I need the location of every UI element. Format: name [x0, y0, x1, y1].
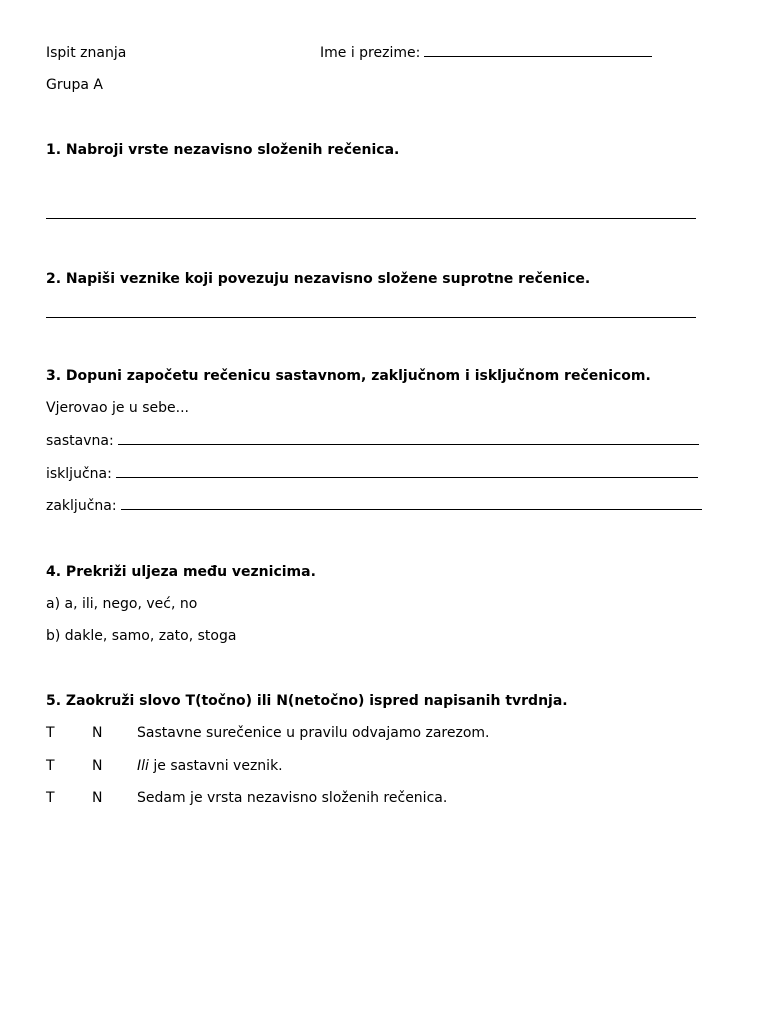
- option-a[interactable]: a) a, ili, nego, već, no: [46, 596, 198, 612]
- statement-text: Sastavne surečenice u pravilu odvajamo zarezom.: [137, 725, 490, 741]
- answer-row-sastavna[interactable]: [46, 432, 699, 450]
- true-option[interactable]: T: [46, 790, 55, 806]
- answer-line-1[interactable]: [46, 218, 696, 219]
- statement-text: Sedam je vrsta nezavisno složenih rečenica.: [137, 790, 448, 806]
- question-1: 1. Nabroji vrste nezavisno složenih rečenica.: [46, 142, 400, 158]
- false-option[interactable]: N: [92, 725, 103, 741]
- exam-title: Ispit znanja: [46, 45, 127, 61]
- statement-text-wrapper: [137, 757, 283, 775]
- group-label: Grupa A: [46, 77, 103, 93]
- answer-label-iskljucna: isključna:: [46, 466, 112, 482]
- answer-line-2[interactable]: [46, 317, 696, 318]
- statement-italic-word: Ili: [137, 758, 149, 774]
- option-b[interactable]: b) dakle, samo, zato, stoga: [46, 628, 237, 644]
- answer-blank-iskljucna[interactable]: [116, 465, 698, 478]
- answer-label-sastavna: sastavna:: [46, 433, 114, 449]
- answer-row-zakljucna[interactable]: [46, 497, 702, 515]
- statement-text: je sastavni veznik.: [148, 758, 283, 774]
- false-option[interactable]: N: [92, 758, 103, 774]
- question-3: 3. Dopuni započetu rečenicu sastavnom, zaključnom i isključnom rečenicom.: [46, 368, 651, 384]
- name-label: Ime i prezime:: [320, 45, 421, 61]
- true-option[interactable]: T: [46, 758, 55, 774]
- question-4: 4. Prekriži uljeza među veznicima.: [46, 564, 316, 580]
- answer-row-iskljucna[interactable]: [46, 465, 698, 483]
- answer-blank-sastavna[interactable]: [118, 432, 699, 445]
- answer-label-zakljucna: zaključna:: [46, 498, 117, 514]
- question-3-prompt: Vjerovao je u sebe...: [46, 400, 190, 416]
- question-2: 2. Napiši veznike koji povezuju nezavisno složene suprotne rečenice.: [46, 271, 591, 287]
- question-5: 5. Zaokruži slovo T(točno) ili N(netočno) ispred napisanih tvrdnja.: [46, 693, 568, 709]
- false-option[interactable]: N: [92, 790, 103, 806]
- true-option[interactable]: T: [46, 725, 55, 741]
- name-field[interactable]: [320, 44, 652, 62]
- name-blank-line[interactable]: [424, 44, 652, 57]
- answer-blank-zakljucna[interactable]: [121, 497, 702, 510]
